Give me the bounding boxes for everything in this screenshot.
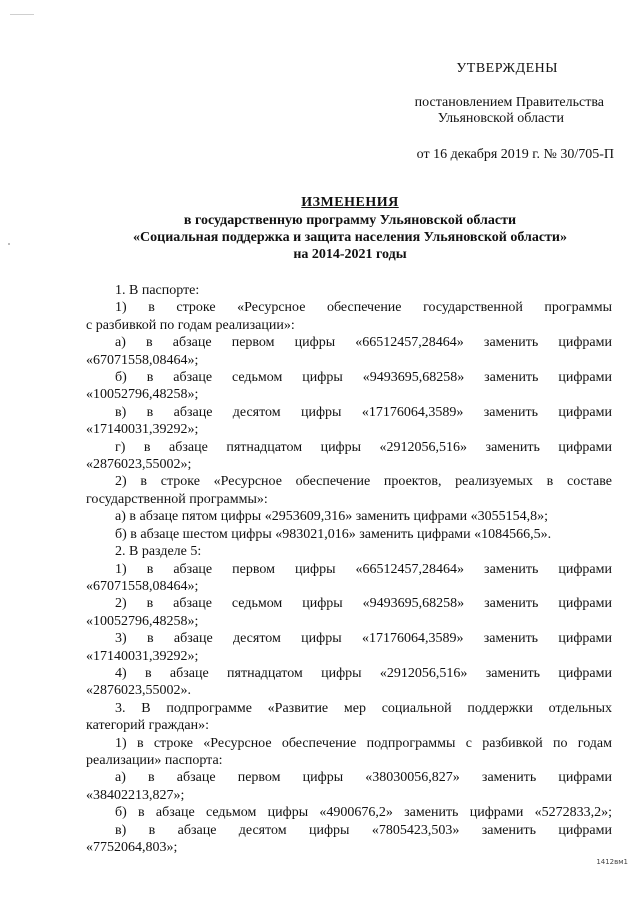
body-line: «38402213,827»; bbox=[86, 787, 185, 803]
scan-dot bbox=[8, 243, 10, 245]
body-line: б) в абзаце седьмом цифры «4900676,2» заменить цифрами «5272833,2»; bbox=[115, 805, 612, 821]
document-title: ИЗМЕНЕНИЯ bbox=[301, 195, 399, 210]
body-line: 3. В подпрограмме «Развитие мер социальной поддержки отдельных bbox=[115, 700, 612, 716]
body-line: «2876023,55002»; bbox=[86, 457, 192, 473]
body-line: 3) в абзаце десятом цифры «17176064,3589» заменить цифрами bbox=[115, 631, 612, 647]
body-line: 1) в строке «Ресурсное обеспечение государственной программы bbox=[115, 300, 612, 316]
body-line: б) в абзаце седьмом цифры «9493695,68258» заменить цифрами bbox=[115, 370, 612, 386]
body-line: б) в абзаце шестом цифры «983021,016» заменить цифрами «1084566,5». bbox=[115, 526, 552, 542]
approval-line-1: постановлением Правительства bbox=[414, 95, 604, 110]
approval-line-2: Ульяновской области bbox=[437, 111, 564, 126]
footer-code: 1412вм1 bbox=[596, 858, 628, 866]
document-subtitle-3: на 2014-2021 годы bbox=[293, 247, 407, 262]
scan-mark bbox=[10, 14, 34, 15]
body-line: г) в абзаце пятнадцатом цифры «2912056,516» заменить цифрами bbox=[115, 439, 612, 455]
body-line: «17140031,39292»; bbox=[86, 648, 199, 664]
document-subtitle-1: в государственную программу Ульяновской области bbox=[183, 213, 517, 228]
body-line: «2876023,55002». bbox=[86, 683, 191, 699]
approval-date: от 16 декабря 2019 г. № 30/705-П bbox=[416, 147, 614, 162]
body-line: государственной программы»: bbox=[86, 491, 268, 507]
body-line: а) в абзаце первом цифры «38030056,827» заменить цифрами bbox=[115, 770, 612, 786]
body-line: категорий граждан»: bbox=[86, 718, 209, 734]
body-line: 1) в строке «Ресурсное обеспечение подпрограммы с разбивкой по годам bbox=[115, 735, 612, 751]
body-line: в) в абзаце десятом цифры «7805423,503» заменить цифрами bbox=[115, 822, 612, 838]
body-line: «67071558,08464»; bbox=[86, 352, 199, 368]
approval-title: УТВЕРЖДЕНЫ bbox=[456, 61, 558, 76]
document-body bbox=[86, 282, 612, 856]
body-line: реализации» паспорта: bbox=[86, 752, 223, 768]
body-line: 2) в строке «Ресурсное обеспечение проектов, реализуемых в составе bbox=[115, 474, 612, 490]
body-line: «17140031,39292»; bbox=[86, 422, 199, 438]
body-line: 2. В разделе 5: bbox=[115, 544, 202, 560]
body-line: «10052796,48258»; bbox=[86, 613, 199, 629]
body-line: с разбивкой по годам реализации»: bbox=[86, 317, 295, 333]
document-subtitle-2: «Социальная поддержка и защита населения Ульяновской области» bbox=[133, 230, 567, 245]
body-line: «7752064,803»; bbox=[86, 840, 178, 855]
body-line: в) в абзаце десятом цифры «17176064,3589» заменить цифрами bbox=[115, 404, 612, 420]
body-line: 4) в абзаце пятнадцатом цифры «2912056,516» заменить цифрами bbox=[115, 665, 612, 681]
body-line: а) в абзаце пятом цифры «2953609,316» заменить цифрами «3055154,8»; bbox=[115, 509, 549, 525]
body-line: «67071558,08464»; bbox=[86, 578, 199, 594]
body-line: 2) в абзаце седьмом цифры «9493695,68258» заменить цифрами bbox=[115, 596, 612, 612]
body-line: «10052796,48258»; bbox=[86, 387, 199, 403]
body-line: 1. В паспорте: bbox=[115, 283, 200, 298]
body-line: 1) в абзаце первом цифры «66512457,28464» заменить цифрами bbox=[115, 561, 612, 577]
body-line: а) в абзаце первом цифры «66512457,28464» заменить цифрами bbox=[115, 335, 612, 351]
